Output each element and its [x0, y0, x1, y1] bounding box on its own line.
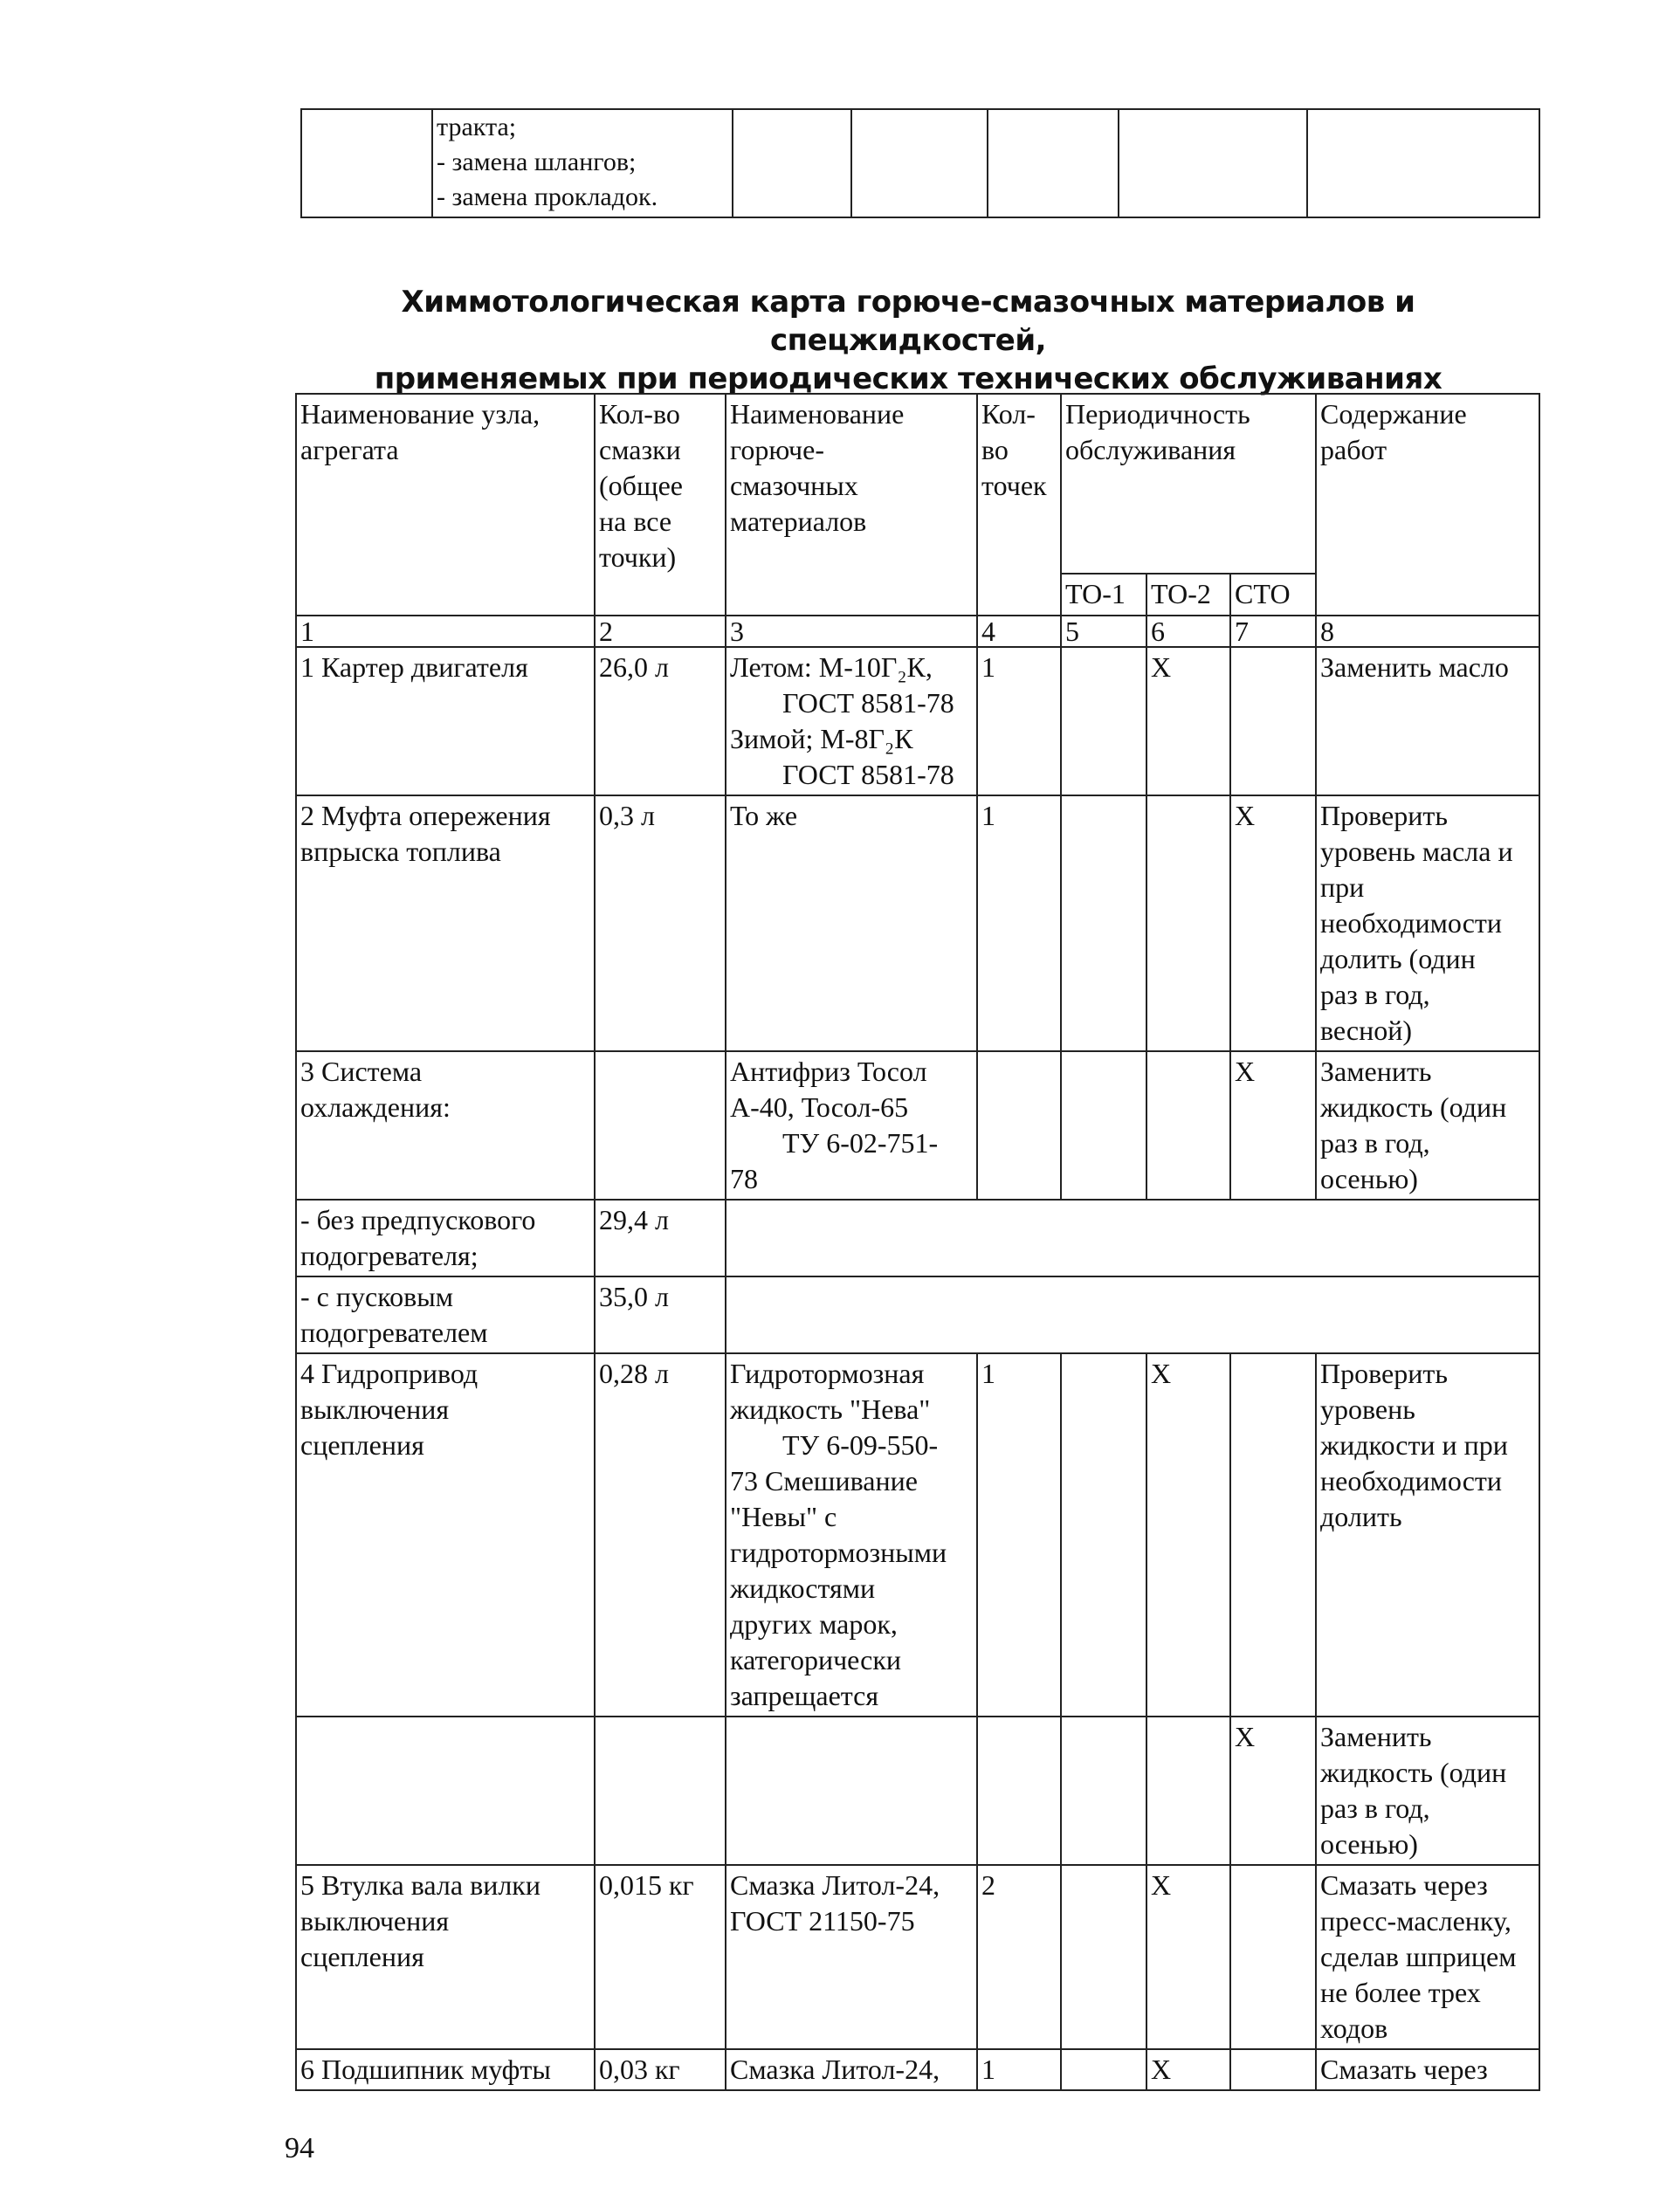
- table-row: - с пусковым подогревателем 35,0 л: [296, 1276, 1539, 1353]
- table-row: 6 Подшипник муфты 0,03 кг Смазка Литол-24, 1 X Смазать через: [296, 2049, 1539, 2090]
- column-numbers-row: 1 2 3 4 5 6 7 8: [296, 616, 1539, 647]
- table-row: 2 Муфта опережения впрыска топлива 0,3 л То же 1 X Проверить уровень масла и при необходимости долить (один раз в год, весной): [296, 795, 1539, 1051]
- page-number: 94: [285, 2132, 314, 2164]
- table-row: 3 Система охлаждения: Антифриз Тосол А-40, Тосол-65 ТУ 6-02-751- 78 X Заменить жидкость (один раз в год, осенью): [296, 1051, 1539, 1200]
- table-row: X Заменить жидкость (один раз в год, осенью): [296, 1717, 1539, 1865]
- continuation-table: [300, 108, 1540, 218]
- header-unit-name: Наименование узла, агрегата: [296, 394, 595, 616]
- lubrication-chart-table: [295, 393, 1540, 2091]
- header-points: Кол- во точек: [977, 394, 1061, 616]
- table-row: 5 Втулка вала вилки выключения сцепления 0,015 кг Смазка Литол-24, ГОСТ 21150-75 2 X Смазать через пресс-масленку, сделав шприцем не более трех ходов: [296, 1865, 1539, 2049]
- table-row: 1 Картер двигателя 26,0 л Летом: М-10Г₂К, ГОСТ 8581-78 Зимой; М-8Г₂К ГОСТ 8581-78 1 X Заменить масло: [296, 647, 1539, 795]
- header-work: Содержание работ: [1316, 394, 1539, 616]
- header-periodicity: Периодичность обслуживания: [1061, 394, 1316, 574]
- page-heading: Химмотологическая карта горюче-смазочных материалов и спецжидкостей, применяемых при периодических технических обслуживаниях: [374, 285, 1442, 396]
- header-to1: ТО-1: [1061, 574, 1146, 616]
- continuation-text: тракта; - замена шлангов; - замена прокладок.: [432, 109, 733, 217]
- table-row: - без предпускового подогревателя; 29,4 л: [296, 1200, 1539, 1276]
- header-row: [296, 394, 1539, 574]
- header-material: Наименование горюче- смазочных материалов: [726, 394, 977, 616]
- header-quantity: Кол-во смазки (общее на все точки): [595, 394, 726, 616]
- table-row: 4 Гидропривод выключения сцепления 0,28 л Гидротормозная жидкость "Нева" ТУ 6-09-550- 73 Смешивание "Невы" с гидротормозными жидкостями других марок, категорически запрещается 1 X Проверить уровень жидкости и при необходимости долить: [296, 1353, 1539, 1717]
- table-row: [301, 109, 1539, 217]
- header-to2: ТО-2: [1146, 574, 1230, 616]
- header-sto: СТО: [1230, 574, 1316, 616]
